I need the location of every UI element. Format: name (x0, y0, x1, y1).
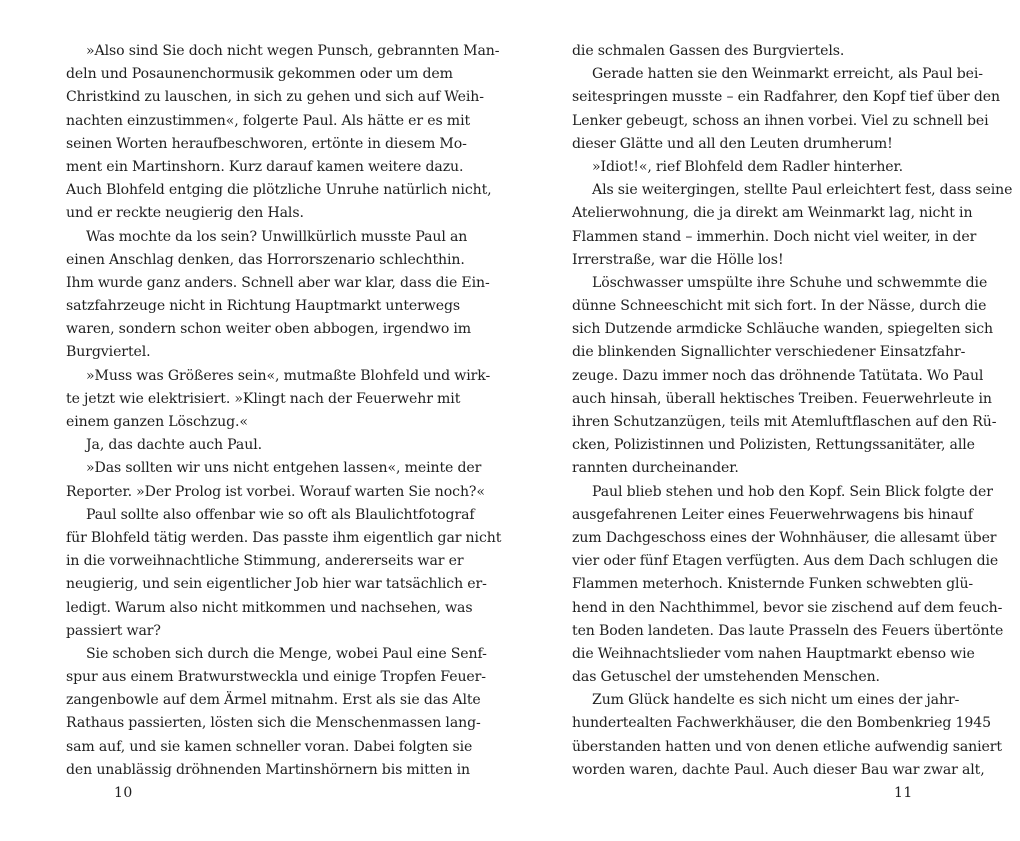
text-line: für Blohfeld tätig werden. Das passte ihm eigentlich gar nicht (66, 529, 502, 546)
text-line: »Muss was Größeres sein«, mutmaßte Blohfeld und wirk- (86, 367, 491, 384)
text-line: spur aus einem Bratwurstweckla und einige Tropfen Feuer- (66, 669, 486, 686)
text-line: Gerade hatten sie den Weinmarkt erreicht, als Paul bei- (592, 66, 983, 83)
text-line: Reporter. »Der Prolog ist vorbei. Worauf warten Sie noch?« (66, 483, 485, 500)
text-line: hundertealten Fachwerkhäuser, die den Bombenkrieg 1945 (572, 715, 991, 732)
right-page-number: 11 (894, 785, 913, 801)
text-line: den unablässig dröhnenden Martinshörnern bis mitten in (66, 761, 471, 778)
text-line: dieser Glätte und all den Leuten drumherum! (572, 135, 893, 152)
text-line: Als sie weitergingen, stellte Paul erleichtert fest, dass seine (592, 182, 1013, 199)
text-line: Irrerstraße, war die Hölle los! (572, 251, 784, 268)
text-line: dünne Schneeschicht mit sich fort. In der Nässe, durch die (572, 298, 987, 315)
text-line: Zum Glück handelte es sich nicht um eines der jahr- (592, 692, 960, 709)
text-line: »Idiot!«, rief Blohfeld dem Radler hinterher. (592, 158, 904, 175)
text-line: Ja, das dachte auch Paul. (86, 437, 262, 454)
text-line: die schmalen Gassen des Burgviertels. (572, 43, 845, 59)
text-line: Flammen stand – immerhin. Doch nicht viel weiter, in der (572, 228, 977, 245)
text-line: Ihm wurde ganz anders. Schnell aber war klar, dass die Ein- (66, 274, 490, 291)
text-line: Flammen meterhoch. Knisternde Funken schwebten glü- (572, 576, 974, 593)
text-line: in die vorweihnachtliche Stimmung, andererseits war er (66, 553, 464, 570)
text-line: satzfahrzeuge nicht in Richtung Hauptmarkt unterwegs (66, 298, 461, 315)
text-line: seinen Worten heraufbeschworen, ertönte in diesem Mo- (66, 135, 467, 152)
text-line: cken, Polizistinnen und Polizisten, Rettungssanitäter, alle (572, 437, 975, 454)
text-line: neugierig, und sein eigentlicher Job hier war tatsächlich er- (66, 576, 487, 593)
text-line: ten Boden landeten. Das laute Prasseln des Feuers übertönte (572, 622, 1004, 639)
text-line: ausgefahrenen Leiter eines Feuerwehrwagens bis hinauf (572, 506, 973, 523)
text-line: seitespringen musste – ein Radfahrer, den Kopf tief über den (572, 89, 1000, 106)
text-line: nachten einzustimmen«, folgerte Paul. Als hätte er es mit (66, 112, 471, 129)
text-line: sam auf, und sie kamen schneller voran. Dabei folgten sie (66, 738, 473, 755)
text-line: »Das sollten wir uns nicht entgehen lassen«, meinte der (86, 460, 482, 477)
text-line: die blinkenden Signallichter verschiedener Einsatzfahr- (572, 344, 966, 361)
left-page-number: 10 (114, 785, 133, 801)
text-line: Paul sollte also offenbar wie so oft als Blaulichtfotograf (86, 506, 475, 523)
text-line: Burgviertel. (66, 344, 151, 361)
text-line: zeuge. Dazu immer noch das dröhnende Tatütata. Wo Paul (572, 367, 984, 384)
text-line: überstanden hatten und von denen etliche aufwendig saniert (572, 738, 1002, 755)
text-line: zangenbowle auf dem Ärmel mitnahm. Erst als sie das Alte (66, 692, 481, 709)
text-line: auch hinsah, überall hektisches Treiben. Feuerwehrleute in (572, 390, 992, 407)
text-line: einem ganzen Löschzug.« (66, 414, 248, 430)
text-line: einen Anschlag denken, das Horrorszenario schlechthin. (66, 251, 465, 268)
text-line: Lenker gebeugt, schoss an ihnen vorbei. Viel zu schnell bei (572, 112, 989, 129)
text-line: ledigt. Warum also nicht mitkommen und nachsehen, was (66, 599, 473, 616)
text-line: Was mochte da los sein? Unwillkürlich musste Paul an (86, 228, 468, 245)
right-page (510, 0, 1020, 841)
text-line: passiert war? (66, 622, 161, 639)
text-line: Rathaus passierten, lösten sich die Menschenmassen lang- (66, 715, 481, 732)
text-line: sich Dutzende armdicke Schläuche wanden, spiegelten sich (572, 321, 993, 338)
text-line: die Weihnachtslieder vom nahen Hauptmarkt ebenso wie (572, 645, 975, 662)
text-line: »Also sind Sie doch nicht wegen Punsch, gebrannten Man- (86, 43, 500, 59)
right-page-text (572, 40, 1013, 782)
text-line: ihren Schutzanzügen, teils mit Atemluftflaschen auf den Rü- (572, 414, 997, 430)
text-line: und er reckte neugierig den Hals. (66, 205, 304, 222)
text-line: waren, sondern schon weiter oben abbogen, irgendwo im (66, 321, 472, 338)
text-line: ment ein Martinshorn. Kurz darauf kamen weitere dazu. (66, 158, 464, 175)
text-line: das Getuschel der umstehenden Menschen. (572, 669, 880, 686)
text-line: Sie schoben sich durch die Menge, wobei Paul eine Senf- (86, 645, 487, 662)
text-line: Christkind zu lauschen, in sich zu gehen und sich auf Weih- (66, 89, 484, 106)
text-line: Löschwasser umspülte ihre Schuhe und schwemmte die (592, 274, 988, 291)
text-line: zum Dachgeschoss eines der Wohnhäuser, die allesamt über (572, 529, 997, 546)
text-line: Paul blieb stehen und hob den Kopf. Sein Blick folgte der (592, 483, 993, 500)
text-line: deln und Posaunenchormusik gekommen oder um dem (66, 66, 453, 83)
text-line: hend in den Nachthimmel, bevor sie zischend auf dem feuch- (572, 599, 1003, 616)
text-line: vier oder fünf Etagen verfügten. Aus dem Dach schlugen die (572, 553, 999, 570)
text-line: worden waren, dachte Paul. Auch dieser Bau war zwar alt, (572, 761, 985, 778)
text-line: rannten durcheinander. (572, 460, 739, 477)
text-line: Auch Blohfeld entging die plötzliche Unruhe natürlich nicht, (66, 182, 492, 199)
text-line: Atelierwohnung, die ja direkt am Weinmarkt lag, nicht in (572, 205, 973, 222)
left-page-text (66, 40, 502, 782)
text-line: te jetzt wie elektrisiert. »Klingt nach der Feuerwehr mit (66, 390, 461, 407)
